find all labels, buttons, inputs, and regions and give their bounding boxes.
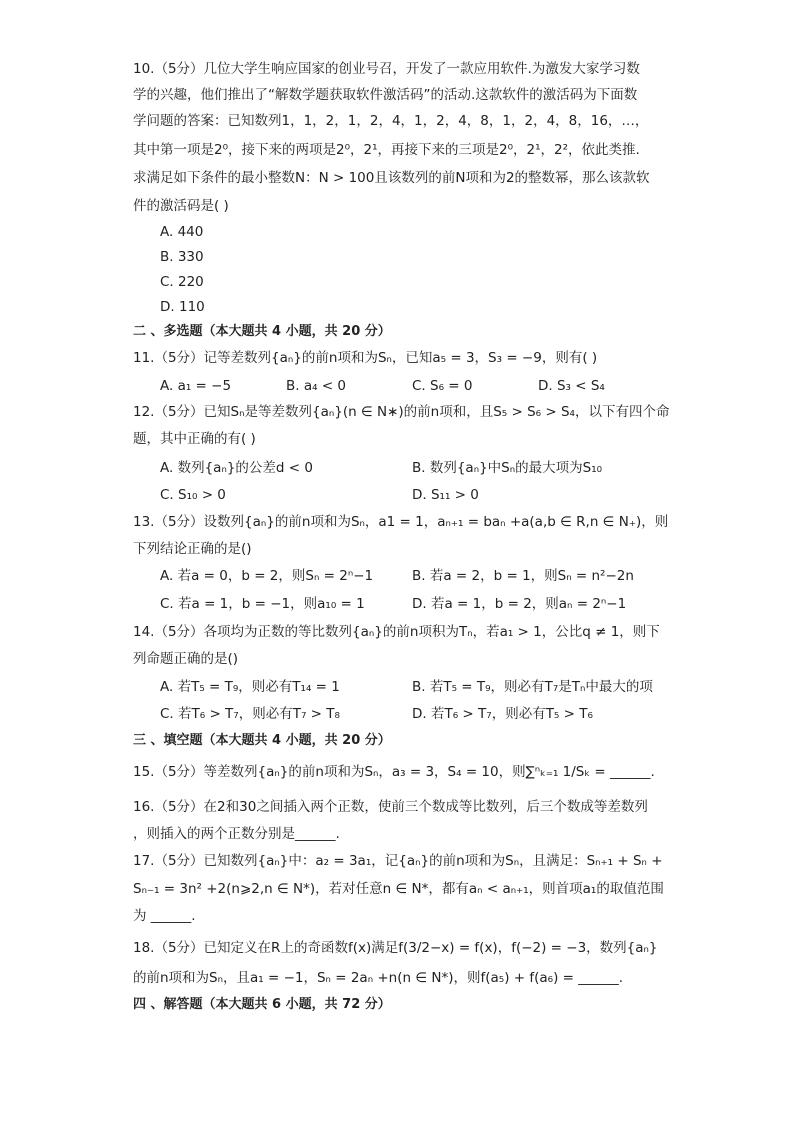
q10-option-b: B. 330 <box>160 249 204 265</box>
q11-option-b: B. a₄ < 0 <box>286 378 347 394</box>
q13-option-a: A. 若a = 0，b = 2，则Sₙ = 2ⁿ−1 <box>160 568 374 584</box>
q13-line-2: 下列结论正确的是() <box>133 541 252 557</box>
q13-option-d: D. 若a = 1，b = 2，则aₙ = 2ⁿ−1 <box>412 596 627 612</box>
q14-option-b: B. 若T₅ = T₉，则必有T₇是Tₙ中最大的项 <box>412 679 653 695</box>
q14-option-a: A. 若T₅ = T₉，则必有T₁₄ = 1 <box>160 679 340 695</box>
q11-stem: 11.（5分）记等差数列{aₙ}的前n项和为Sₙ，已知a₅ = 3，S₃ = −9，则有( ) <box>133 350 598 366</box>
q10-option-a: A. 440 <box>160 224 204 240</box>
q10-line-2: 学的兴趣，他们推出了“解数学题获取软件激活码”的活动.这款软件的激活码为下面数 <box>133 87 638 103</box>
q10-option-d: D. 110 <box>160 299 205 315</box>
q13-option-b: B. 若a = 2，b = 1，则Sₙ = n²−2n <box>412 568 634 584</box>
q13-option-c: C. 若a = 1，b = −1，则a₁₀ = 1 <box>160 596 365 612</box>
q14-option-d: D. 若T₆ > T₇，则必有T₅ > T₆ <box>412 706 593 722</box>
q17-line-3: 为 ______. <box>133 908 196 924</box>
q11-option-d: D. S₃ < S₄ <box>538 378 605 394</box>
q10-line-4: 其中第一项是2⁰，接下来的两项是2⁰，2¹，再接下来的三项是2⁰，2¹，2²，依此类推. <box>133 142 640 158</box>
q12-option-b: B. 数列{aₙ}中Sₙ的最大项为S₁₀ <box>412 460 603 476</box>
section-heading-fill-in: 三 、填空题（本大题共 4 小题，共 20 分） <box>133 733 391 748</box>
q15-stem: 15.（5分）等差数列{aₙ}的前n项和为Sₙ，a₃ = 3，S₄ = 10，则∑ⁿₖ₌₁ 1/Sₖ = ______. <box>133 764 655 780</box>
q16-line-2: ，则插入的两个正数分别是______. <box>133 826 340 842</box>
q12-line-1: 12.（5分）已知Sₙ是等差数列{aₙ}(n ∈ N∗)的前n项和，且S₅ > S₆ > S₄，以下有四个命 <box>133 404 670 420</box>
q12-option-c: C. S₁₀ > 0 <box>160 487 226 503</box>
q17-line-2: Sₙ₋₁ = 3n² +2(n⩾2,n ∈ N*)，若对任意n ∈ N*，都有aₙ < aₙ₊₁，则首项a₁的取值范围 <box>133 881 664 897</box>
q14-line-2: 列命题正确的是() <box>133 651 239 667</box>
q10-option-c: C. 220 <box>160 274 204 290</box>
q10-line-3: 学问题的答案：已知数列1，1，2，1，2，4，1，2，4，8，1，2，4，8，16，…， <box>133 113 649 129</box>
q11-option-c: C. S₆ = 0 <box>412 378 473 394</box>
q12-option-d: D. S₁₁ > 0 <box>412 487 479 503</box>
section-heading-solutions: 四 、解答题（本大题共 6 小题，共 72 分） <box>133 997 391 1012</box>
q16-line-1: 16.（5分）在2和30之间插入两个正数，使前三个数成等比数列，后三个数成等差数列 <box>133 799 648 815</box>
q12-option-a: A. 数列{aₙ}的公差d < 0 <box>160 460 313 476</box>
q18-line-1: 18.（5分）已知定义在R上的奇函数f(x)满足f(3/2−x) = f(x)，f(−2) = −3，数列{aₙ} <box>133 940 658 956</box>
q14-line-1: 14.（5分）各项均为正数的等比数列{aₙ}的前n项积为Tₙ，若a₁ > 1，公比q ≠ 1，则下 <box>133 624 660 640</box>
q17-line-1: 17.（5分）已知数列{aₙ}中：a₂ = 3a₁，记{aₙ}的前n项和为Sₙ，且满足：Sₙ₊₁ + Sₙ + <box>133 853 663 869</box>
q10-line-5: 求满足如下条件的最小整数N：N > 100且该数列的前N项和为2的整数幂，那么该款软 <box>133 170 650 186</box>
section-heading-multiple-choice: 二 、多选题（本大题共 4 小题，共 20 分） <box>133 324 391 339</box>
q11-option-a: A. a₁ = −5 <box>160 378 232 394</box>
q10-line-6: 件的激活码是( ) <box>133 198 229 214</box>
q13-line-1: 13.（5分）设数列{aₙ}的前n项和为Sₙ，a1 = 1，aₙ₊₁ = baₙ +a(a,b ∈ R,n ∈ N₊)，则 <box>133 514 669 530</box>
q10-line-1: 10.（5分）几位大学生响应国家的创业号召，开发了一款应用软件.为激发大家学习数 <box>133 61 640 77</box>
q14-option-c: C. 若T₆ > T₇，则必有T₇ > T₈ <box>160 706 340 722</box>
q18-line-2: 的前n项和为Sₙ，且a₁ = −1，Sₙ = 2aₙ +n(n ∈ N*)，则f(a₅) + f(a₆) = ______. <box>133 970 624 986</box>
q12-line-2: 题，其中正确的有( ) <box>133 431 256 447</box>
